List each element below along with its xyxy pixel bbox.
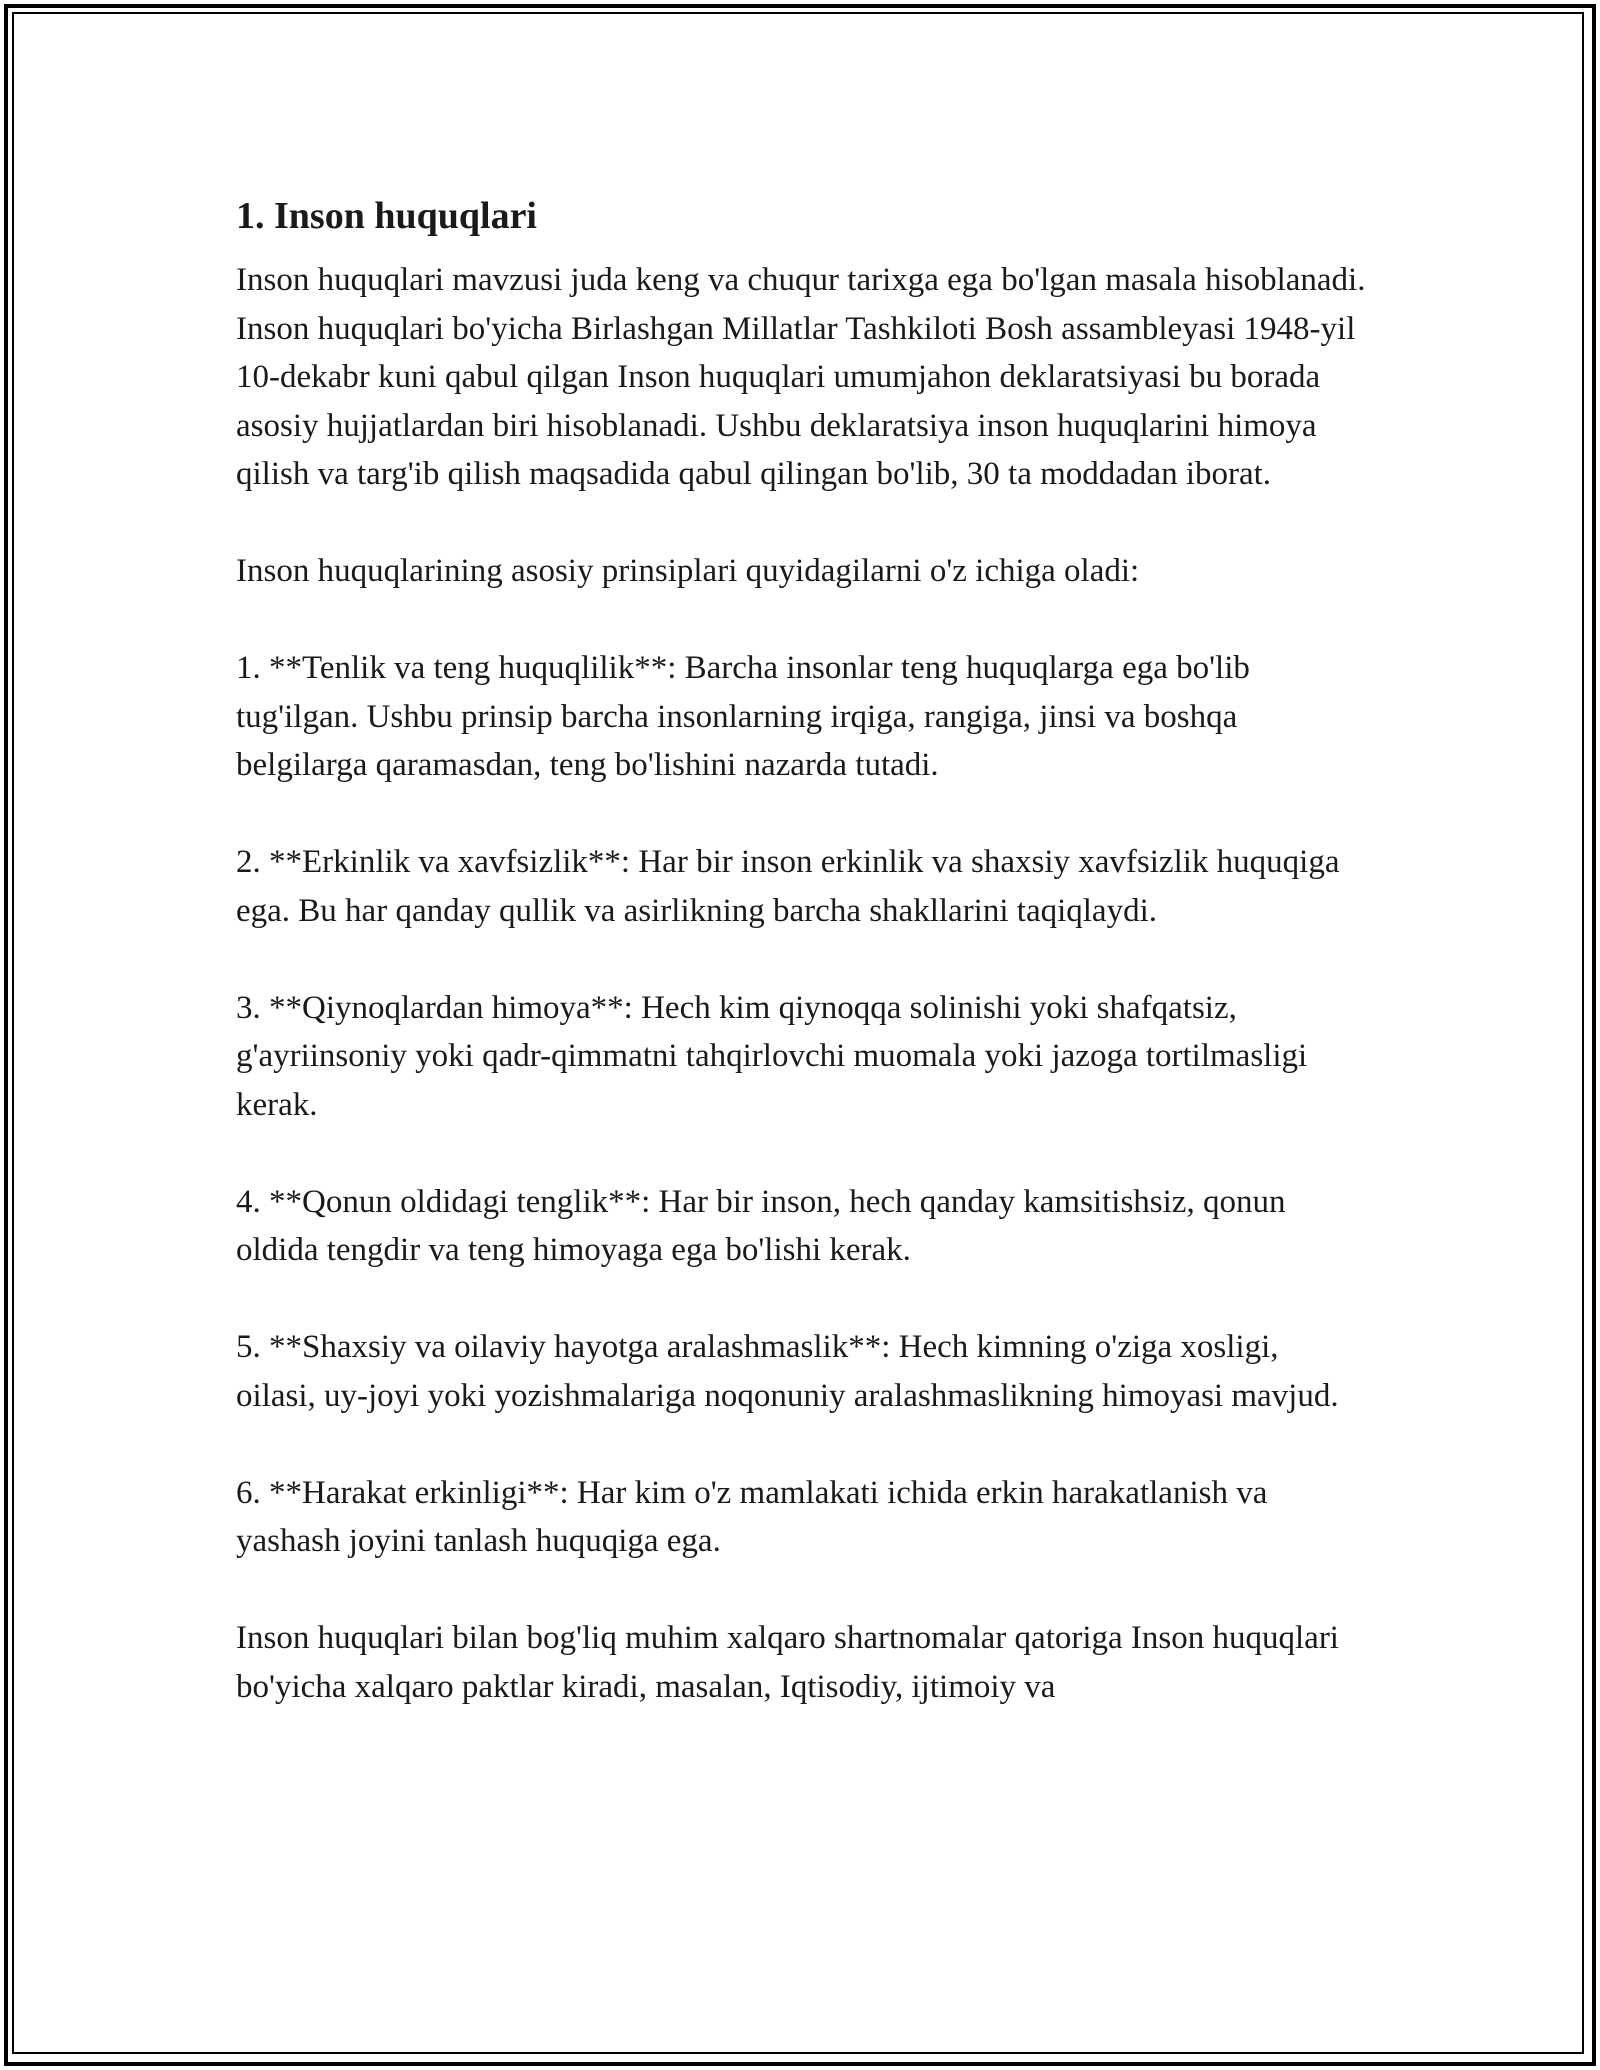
list-item-equality-before-law: 4. **Qonun oldidagi tenglik**: Har bir inson, hech qanday kamsitishsiz, qonun oldida tengdir va teng himoyaga ega bo'lishi kerak. — [236, 1183, 1286, 1268]
list-item-movement-freedom: 6. **Harakat erkinligi**: Har kim o'z mamlakati ichida erkin harakatlanish va yashash joyini tanlash huquqiga ega. — [236, 1474, 1268, 1559]
paragraph-principles-lead: Inson huquqlarining asosiy prinsiplari quyidagilarni o'z ichiga oladi: — [236, 553, 1140, 589]
section-heading: 1. Inson huquqlari — [236, 195, 537, 237]
document-body — [236, 184, 1366, 1711]
list-item-equality: 1. **Tenlik va teng huquqlilik**: Barcha insonlar teng huquqlarga ega bo'lib tug'ilgan. Ushbu prinsip barcha insonlarning irqiga, rangiga, jinsi va boshqa belgilarga qaramasdan, teng bo'lishini nazarda tutadi. — [236, 650, 1250, 783]
list-item-privacy: 5. **Shaxsiy va oilaviy hayotga aralashmaslik**: Hech kimning o'ziga xosligi, oilasi, uy-joyi yoki yozishmalariga noqonuniy aralashmaslikning himoyasi mavjud. — [236, 1329, 1339, 1414]
paragraph-intro: Inson huquqlari mavzusi juda keng va chuqur tarixga ega bo'lgan masala hisoblanadi. Inson huquqlari bo'yicha Birlashgan Millatlar Tashkiloti Bosh assambleyasi 1948-yil 10-dekabr kuni qabul qilgan Inson huquqlari umumjahon deklaratsiyasi bu borada asosiy hujjatlardan biri hisoblanadi. Ushbu deklaratsiya inson huquqlarini himoya qilish va targ'ib qilish maqsadida qabul qilingan bo'lib, 30 ta moddadan iborat. — [236, 262, 1366, 492]
list-item-torture-protection: 3. **Qiynoqlardan himoya**: Hech kim qiynoqqa solinishi yoki shafqatsiz, g'ayriinsoniy yoki qadr-qimmatni tahqirlovchi muomala yoki jazoga tortilmasligi kerak. — [236, 989, 1308, 1123]
paragraph-treaties: Inson huquqlari bilan bog'liq muhim xalqaro shartnomalar qatoriga Inson huquqlari bo'yicha xalqaro paktlar kiradi, masalan, Iqtisodiy, ijtimoiy va — [236, 1620, 1339, 1705]
list-item-freedom-security: 2. **Erkinlik va xavfsizlik**: Har bir inson erkinlik va shaxsiy xavfsizlik huquqiga ega. Bu har qanday qullik va asirlikning barcha shakllarini taqiqlaydi. — [236, 844, 1340, 929]
